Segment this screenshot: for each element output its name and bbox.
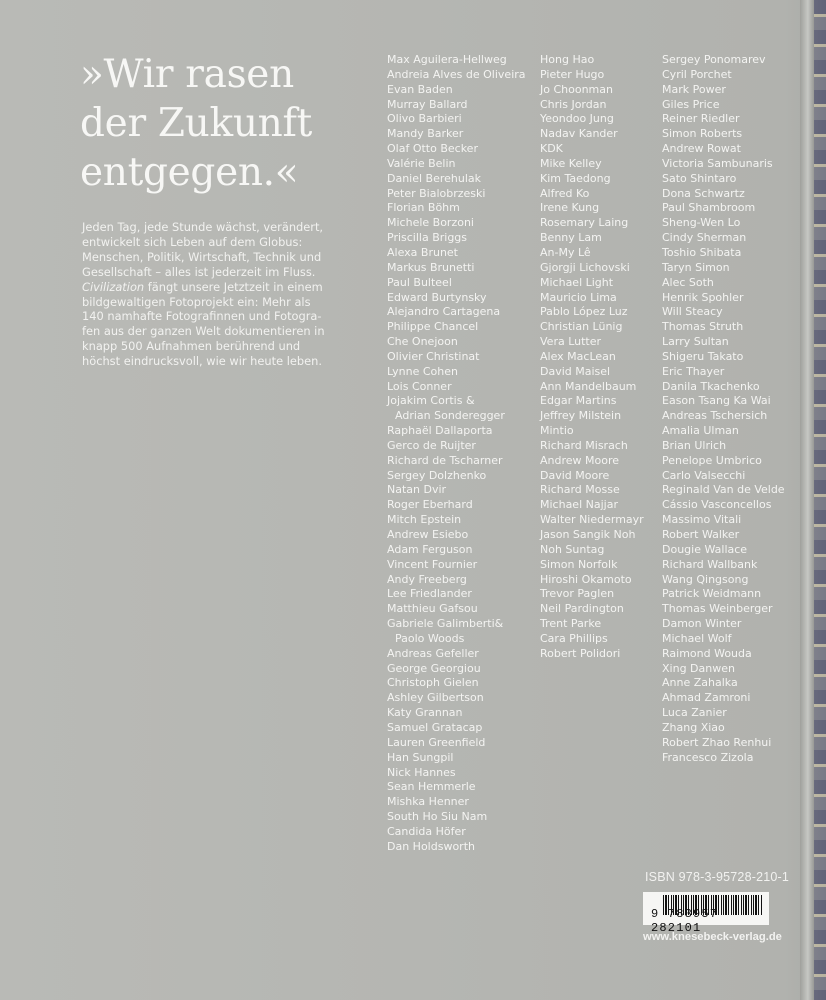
photographer-name: Peter Bialobrzeski [387, 186, 486, 200]
photographer-name: Yeondoo Jung [540, 112, 614, 126]
isbn-text: ISBN 978-3-95728-210-1 [645, 870, 790, 884]
photographer-name: Neil Pardington [540, 602, 624, 616]
photographer-name: Lois Conner [387, 379, 452, 393]
photographer-name: Benny Lam [540, 231, 602, 245]
blurb-line [82, 280, 382, 295]
photographer-name: Andreas Tschersich [662, 409, 768, 423]
photographer-name: Ann Mandelbaum [540, 379, 637, 393]
photographer-name: Gjorgji Lichovski [540, 260, 630, 274]
photographer-name: Damon Winter [662, 617, 742, 631]
photographer-name: Will Steacy [662, 305, 723, 319]
blurb-line: Gesellschaft – alles ist jederzeit im Fluss. [82, 264, 316, 279]
photographer-name: Richard de Tscharner [387, 453, 503, 467]
photographer-name: Thomas Struth [662, 320, 744, 334]
photographer-name: Sean Hemmerle [387, 780, 476, 794]
photographer-name: Christian Lünig [540, 320, 623, 334]
photographer-name: Irene Kung [540, 201, 600, 215]
photographer-name: Sergey Ponomarev [662, 53, 766, 66]
photographer-name: Alec Soth [662, 275, 714, 289]
photographer-name: Richard Mosse [540, 483, 620, 497]
photographer-name: Daniel Berehulak [387, 171, 482, 185]
photographer-name: Jeffrey Milstein [540, 409, 622, 423]
photographer-name: Priscilla Briggs [387, 231, 468, 245]
photographer-name: Olivo Barbieri [387, 112, 462, 126]
photographer-name: Kim Taedong [540, 171, 611, 185]
photographer-name: South Ho Siu Nam [387, 810, 488, 824]
photographer-name: Carlo Valsecchi [662, 468, 746, 482]
photographer-name: Lynne Cohen [387, 364, 458, 378]
photographer-list-column-2 [540, 53, 644, 662]
photographer-name: Hong Hao [540, 53, 595, 66]
photographer-name: Danila Tkachenko [662, 379, 760, 393]
book-title-italic: Civilization [82, 279, 145, 294]
photographer-name: Mandy Barker [387, 127, 464, 141]
photographer-name: Gabriele Galimberti& [387, 617, 504, 631]
photographer-name: Vera Lutter [540, 335, 602, 349]
photographer-list-column-1 [387, 53, 526, 855]
photographer-name: Lauren Greenfield [387, 735, 486, 749]
photographer-list-column-3 [662, 53, 785, 766]
blurb-line: 140 namhafte Fotografinnen und Fotogra- [82, 309, 322, 324]
photographer-name: Andreia Alves de Oliveira [387, 67, 526, 81]
barcode-digits: 9 783957 282101 [651, 907, 719, 935]
title-line: entgegen.« [80, 150, 299, 195]
photographer-name: Richard Wallbank [662, 557, 758, 571]
photographer-name: Anne Zahalka [662, 676, 738, 690]
photographer-name: Walter Niedermayr [540, 513, 644, 527]
photographer-name: Dan Holdsworth [387, 839, 475, 853]
photographer-name: Trent Parke [540, 617, 602, 631]
photographer-name: Andy Freeberg [387, 572, 467, 586]
photographer-name: Pablo López Luz [540, 305, 628, 319]
photographer-name: Adam Ferguson [387, 542, 473, 556]
photographer-name: KDK [540, 142, 563, 156]
photographer-name: Simon Norfolk [540, 557, 618, 571]
photographer-name: Zhang Xiao [662, 720, 725, 734]
photographer-name: Brian Ulrich [662, 438, 727, 452]
photographer-name: Robert Walker [662, 528, 740, 541]
photographer-name: Alfred Ko [540, 186, 590, 200]
photographer-name: Roger Eberhard [387, 498, 473, 512]
photographer-name: Nick Hannes [387, 765, 456, 779]
photographer-name: Jojakim Cortis & [387, 394, 475, 408]
photographer-name: Gerco de Ruijter [387, 438, 476, 452]
photographer-name: Eric Thayer [662, 364, 725, 378]
photographer-name: Robert Zhao Renhui [662, 735, 772, 749]
photographer-name: George Georgiou [387, 661, 481, 675]
photographer-name: Paolo Woods [395, 631, 465, 645]
blurb-text: fängt unsere Jetztzeit in einem [144, 279, 323, 294]
photographer-name: Che Onejoon [387, 335, 458, 349]
photographer-name: Taryn Simon [662, 260, 730, 274]
photographer-name: Raphaël Dallaporta [387, 424, 493, 438]
photographer-name: Eason Tsang Ka Wai [662, 394, 771, 408]
photographer-name: Olaf Otto Becker [387, 142, 478, 156]
barcode [643, 892, 769, 935]
photographer-name: Thomas Weinberger [662, 602, 773, 616]
photographer-name: Mitch Epstein [387, 513, 462, 527]
photographer-name: Valérie Belin [387, 156, 456, 170]
photographer-name: Jason Sangik Noh [540, 528, 636, 541]
photographer-name: Michael Light [540, 275, 614, 289]
title-line: »Wir rasen [80, 52, 294, 97]
photographer-name: Philippe Chancel [387, 320, 479, 334]
photographer-name: Massimo Vitali [662, 513, 742, 527]
blurb-line: höchst eindrucksvoll, wie wir heute leben. [82, 354, 322, 369]
photographer-name: Victoria Sambunaris [662, 156, 773, 170]
photographer-name: Chris Jordan [540, 97, 607, 111]
photographer-name: Pieter Hugo [540, 67, 605, 81]
photographer-name: Florian Böhm [387, 201, 460, 215]
photographer-name: Reiner Riedler [662, 112, 740, 126]
photographer-name: Andrew Esiebo [387, 528, 469, 541]
photographer-name: Michael Najjar [540, 498, 618, 512]
photographer-name: An-My Lê [540, 245, 591, 259]
photographer-name: Olivier Christinat [387, 349, 480, 363]
photographer-name: Murray Ballard [387, 97, 468, 111]
photographer-name: Dougie Wallace [662, 542, 748, 556]
photographer-name: Matthieu Gafsou [387, 602, 478, 616]
photographer-name: Xing Danwen [662, 661, 735, 675]
photographer-name: Reginald Van de Velde [662, 483, 785, 497]
photographer-name: Penelope Umbrico [662, 453, 762, 467]
photographer-name: Michael Wolf [662, 631, 732, 645]
photographer-name: Evan Baden [387, 82, 453, 96]
photographer-name: Max Aguilera-Hellweg [387, 53, 507, 66]
photographer-name: Trevor Paglen [540, 587, 615, 601]
page-edge [814, 0, 826, 1000]
photographer-name: Rosemary Laing [540, 216, 629, 230]
photographer-name: Paul Bulteel [387, 275, 452, 289]
photographer-name: Henrik Spohler [662, 290, 744, 304]
photographer-name: Mauricio Lima [540, 290, 617, 304]
photographer-name: Edgar Martins [540, 394, 617, 408]
cover-quote-title [80, 50, 312, 197]
photographer-name: Mike Kelley [540, 156, 602, 170]
photographer-name: Han Sungpil [387, 750, 454, 764]
blurb-line: Jeden Tag, jede Stunde wächst, verändert, [82, 220, 324, 234]
photographer-name: Candida Höfer [387, 824, 466, 838]
photographer-name: Hiroshi Okamoto [540, 572, 632, 586]
publisher-url: www.knesebeck-verlag.de [643, 931, 782, 943]
photographer-name: Larry Sultan [662, 335, 729, 349]
blurb-line: entwickelt sich Leben auf dem Globus: [82, 234, 303, 249]
photographer-name: Francesco Zizola [662, 750, 754, 764]
photographer-name: Patrick Weidmann [662, 587, 762, 601]
photographer-name: Robert Polidori [540, 646, 621, 660]
photographer-name: Dona Schwartz [662, 186, 745, 200]
photographer-name: Giles Price [662, 97, 720, 111]
photographer-name: Vincent Fournier [387, 557, 478, 571]
photographer-name: Michele Borzoni [387, 216, 474, 230]
photographer-name: Alex MacLean [540, 349, 616, 363]
photographer-name: Ahmad Zamroni [662, 691, 751, 705]
photographer-name: Andrew Rowat [662, 142, 741, 156]
blurb-line: knapp 500 Aufnahmen berührend und [82, 339, 301, 354]
photographer-name: Sheng-Wen Lo [662, 216, 741, 230]
cover-blurb [82, 220, 382, 369]
photographer-name: Markus Brunetti [387, 260, 475, 274]
photographer-name: Mark Power [662, 82, 726, 96]
photographer-name: Paul Shambroom [662, 201, 756, 215]
photographer-name: Adrian Sonderegger [395, 409, 505, 423]
blurb-line: fen aus der ganzen Welt dokumentieren in [82, 324, 325, 339]
blurb-line: bildgewaltigen Fotoprojekt ein: Mehr als [82, 294, 311, 309]
title-line: der Zukunft [80, 101, 312, 146]
photographer-name: Toshio Shibata [662, 245, 742, 259]
photographer-name: Mintio [540, 424, 574, 438]
photographer-name: Shigeru Takato [662, 349, 744, 363]
photographer-name: Ashley Gilbertson [387, 691, 484, 705]
photographer-name: Cindy Sherman [662, 231, 747, 245]
photographer-name: Raimond Wouda [662, 646, 752, 660]
photographer-name: Samuel Gratacap [387, 720, 483, 734]
photographer-name: Natan Dvir [387, 483, 447, 497]
photographer-name: Katy Grannan [387, 706, 463, 720]
photographer-name: Lee Friedlander [387, 587, 472, 601]
photographer-name: Christoph Gielen [387, 676, 479, 690]
photographer-name: Cássio Vasconcellos [662, 498, 772, 512]
photographer-name: Jo Choonman [540, 82, 613, 96]
photographer-name: Noh Suntag [540, 542, 605, 556]
photographer-name: Simon Roberts [662, 127, 743, 141]
photographer-name: Alexa Brunet [387, 245, 458, 259]
photographer-name: Amalia Ulman [662, 424, 739, 438]
photographer-name: Nadav Kander [540, 127, 618, 141]
photographer-name: David Maisel [540, 364, 611, 378]
photographer-name: Andreas Gefeller [387, 646, 479, 660]
photographer-name: Sergey Dolzhenko [387, 468, 487, 482]
photographer-name: Cara Phillips [540, 631, 608, 645]
blurb-line: Menschen, Politik, Wirtschaft, Technik und [82, 249, 322, 264]
photographer-name: Andrew Moore [540, 453, 620, 467]
photographer-name: Mishka Henner [387, 795, 469, 809]
photographer-name: Edward Burtynsky [387, 290, 487, 304]
photographer-name: Richard Misrach [540, 438, 628, 452]
photographer-name: Sato Shintaro [662, 171, 737, 185]
photographer-name: Cyril Porchet [662, 67, 732, 81]
photographer-name: Wang Qingsong [662, 572, 749, 586]
photographer-name: David Moore [540, 468, 610, 482]
photographer-name: Alejandro Cartagena [387, 305, 501, 319]
photographer-name: Luca Zanier [662, 706, 727, 720]
